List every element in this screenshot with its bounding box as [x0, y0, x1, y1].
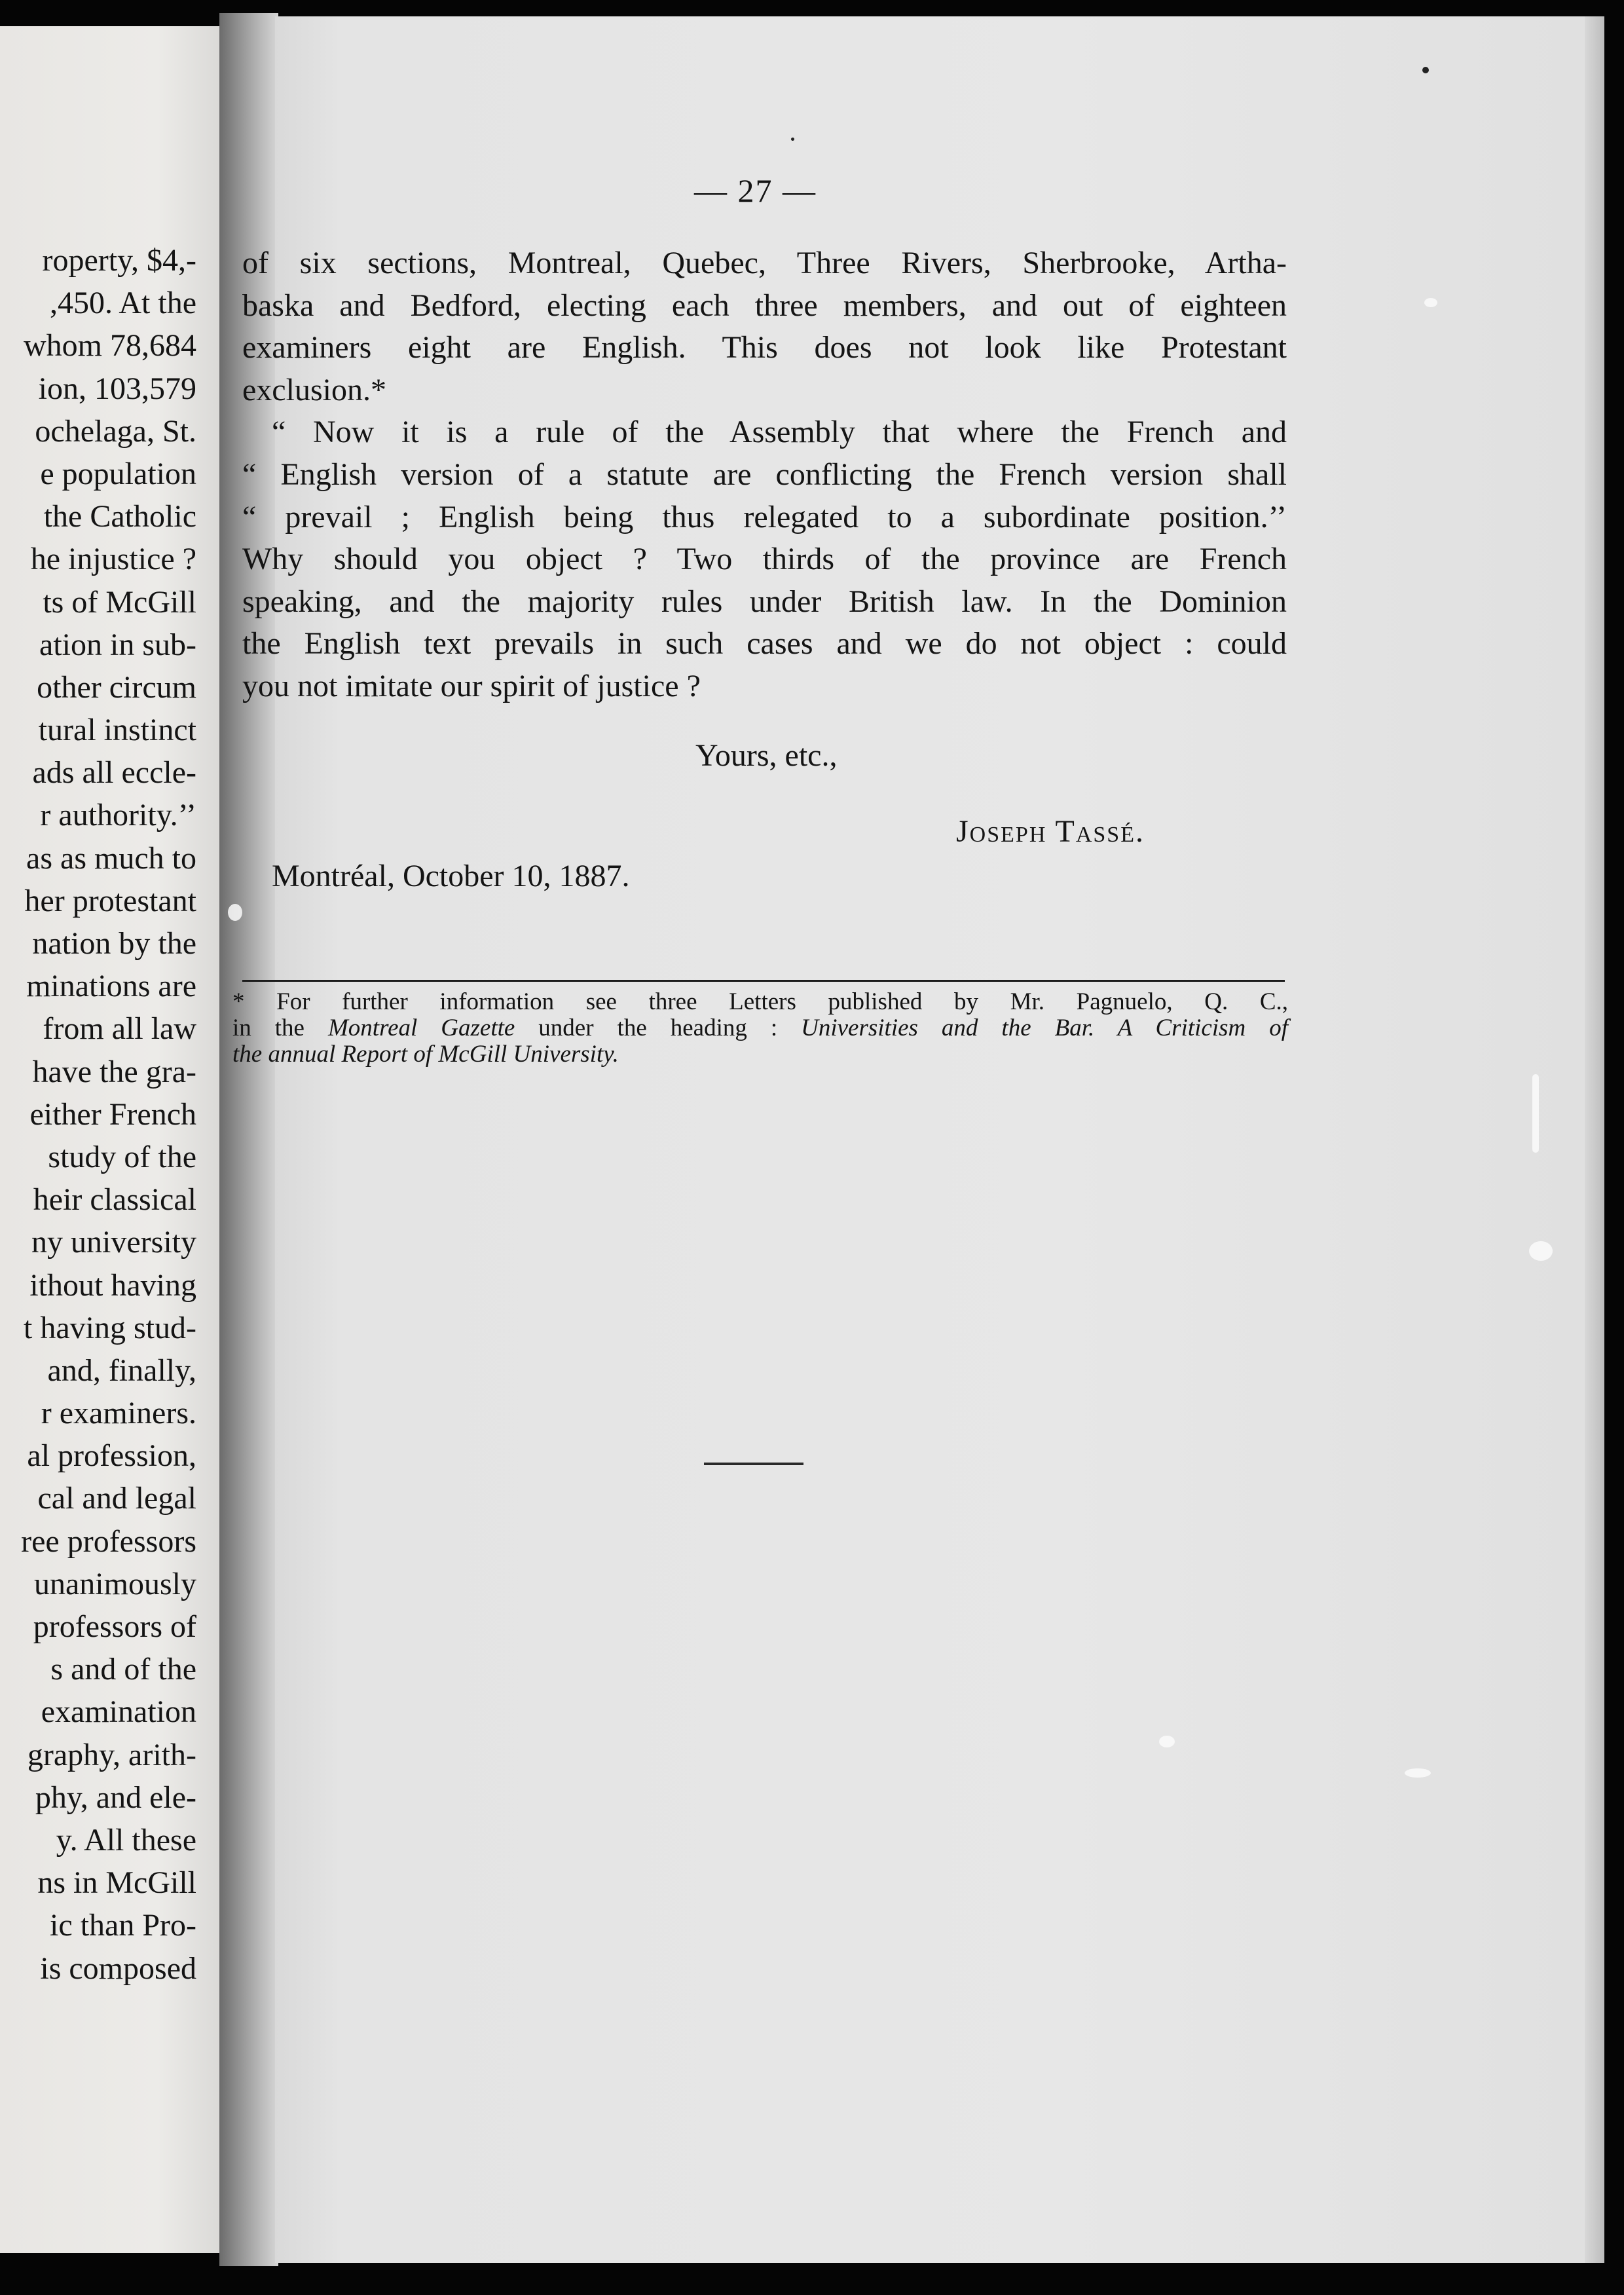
footnote-text: under the heading :: [515, 1015, 802, 1041]
letter-body-line: “ English version of a statute are conflicting the French version shall: [242, 457, 1287, 492]
letter-body-line: speaking, and the majority rules under British law. In the Dominion: [242, 584, 1287, 619]
letter-closing: Yours, etc.,: [695, 738, 838, 773]
footnote-line-3: [232, 1041, 1288, 1068]
left-column-line: as as much to: [26, 840, 196, 876]
letter-body: [242, 242, 1287, 708]
left-column-line: either French: [29, 1096, 196, 1132]
letter-body-line: “ prevail ; English being thus relegated to a subordinate position.’’: [242, 499, 1287, 534]
left-column-line: al profession,: [27, 1438, 196, 1474]
scan-speck: [1159, 1736, 1175, 1747]
left-column-line: he injustice ?: [30, 542, 196, 577]
left-column-line: ation in sub-: [39, 627, 196, 662]
left-column-line: ithout having: [29, 1267, 196, 1303]
left-column-line: ion, 103,579: [38, 371, 196, 406]
left-column-line: cal and legal: [37, 1481, 196, 1516]
letter-body-line: the English text prevails in such cases and we do not object : could: [242, 626, 1287, 662]
left-column-line: nation by the: [32, 926, 196, 961]
left-column-line: is composed: [40, 1950, 196, 1986]
left-column-line: t having stud-: [24, 1310, 196, 1345]
letter-body-line: you not imitate our spirit of justice ?: [242, 668, 701, 703]
left-column-line: phy, and ele-: [35, 1780, 196, 1815]
letter-body-line: Why should you object ? Two thirds of the province are French: [242, 542, 1287, 577]
letter-body-line: exclusion.*: [242, 372, 386, 407]
left-column-line: unanimously: [34, 1566, 196, 1601]
scan-dot: [791, 138, 794, 141]
footnote: [232, 989, 1288, 1068]
scan-dot: [1422, 67, 1429, 73]
left-column-line: tural instinct: [38, 713, 196, 748]
scan-speck: [1532, 1074, 1539, 1153]
left-column-line: professors of: [33, 1609, 196, 1644]
letter-body-line: of six sections, Montreal, Quebec, Three Rivers, Sherbrooke, Artha-: [242, 246, 1287, 280]
left-column-line: ree professors: [21, 1523, 196, 1559]
left-column-line: from all law: [43, 1011, 196, 1047]
scan-speck: [1405, 1768, 1431, 1778]
left-column-line: whom 78,684: [24, 328, 196, 364]
left-column-line: the Catholic: [43, 499, 196, 534]
end-rule: [704, 1463, 803, 1465]
left-column-line: study of the: [48, 1139, 196, 1174]
left-column-text: [0, 239, 196, 1990]
left-column-line: and, finally,: [47, 1353, 196, 1388]
page-number: — 27 —: [694, 172, 817, 209]
letter-body-line: baska and Bedford, electing each three members, and out of eighteen: [242, 288, 1287, 323]
left-column-line: r examiners.: [41, 1396, 196, 1431]
left-column-line: r authority.’’: [40, 798, 196, 833]
left-column-line: e population: [40, 456, 196, 491]
left-column-line: minations are: [26, 969, 196, 1004]
left-column-line: roperty, $4,-: [42, 243, 196, 278]
left-column-line: ic than Pro-: [50, 1908, 196, 1943]
footnote-heading: Universities and the Bar. A Criticism of: [801, 1015, 1289, 1041]
left-column-line: ny university: [31, 1225, 196, 1260]
left-column-line: ,450. At the: [50, 286, 196, 321]
footnote-separator: [242, 980, 1285, 982]
left-column-line: other circum: [37, 669, 196, 705]
scan-speck: [1424, 298, 1437, 307]
left-column-line: ts of McGill: [43, 584, 196, 620]
footnote-line-2: [232, 1015, 1288, 1041]
left-column-line: s and of the: [50, 1652, 196, 1687]
left-column-line: examination: [41, 1694, 196, 1730]
letter-signature: Joseph Tassé.: [956, 814, 1145, 849]
scan-speck: [228, 904, 242, 921]
left-column-line: heir classical: [33, 1182, 196, 1218]
left-column-line: ads all eccle-: [32, 755, 196, 791]
left-column-line: her protestant: [24, 883, 196, 918]
footnote-line-1: * For further information see three Letters published by Mr. Pagnuelo, Q. C.,: [232, 988, 1288, 1015]
scan-speck: [1529, 1241, 1553, 1261]
page-edge: [1585, 16, 1604, 2263]
footnote-newspaper-title: Montreal Gazette: [327, 1015, 515, 1041]
left-column-line: ns in McGill: [37, 1865, 196, 1901]
left-column-line: y. All these: [56, 1822, 196, 1857]
letter-dateline: Montréal, October 10, 1887.: [272, 859, 630, 893]
footnote-text: in the: [232, 1015, 328, 1041]
left-column-line: ochelaga, St.: [35, 413, 196, 449]
letter-body-line: “ Now it is a rule of the Assembly that where the French and: [272, 415, 1287, 450]
left-page-fragment: [0, 26, 226, 2253]
left-column-line: graphy, arith-: [27, 1737, 196, 1772]
footnote-heading-continued: the annual Report of McGill University.: [232, 1041, 619, 1068]
letter-body-line: examiners eight are English. This does not look like Protestant: [242, 330, 1287, 365]
left-column-line: have the gra-: [32, 1054, 196, 1089]
